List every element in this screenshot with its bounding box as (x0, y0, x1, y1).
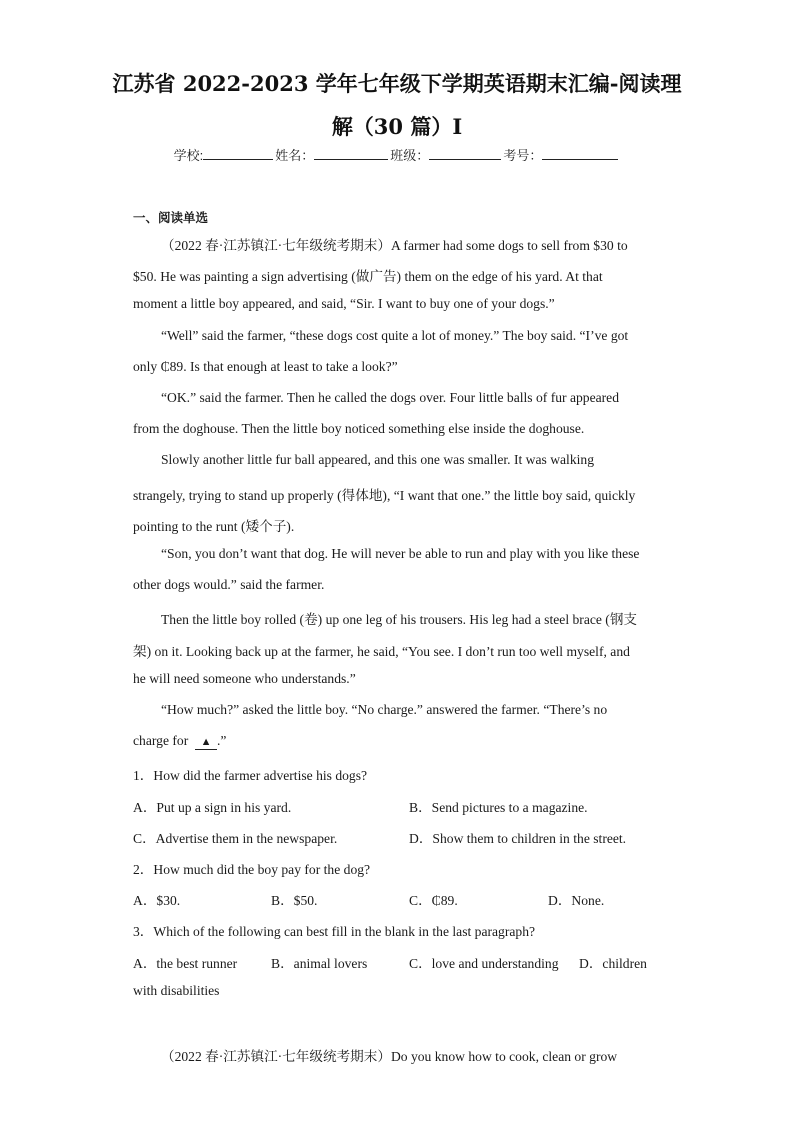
student-info-row (0, 145, 794, 164)
passage-line: “How much?” asked the little boy. “No charge.” answered the farmer. “There’s no (161, 702, 608, 717)
passage-line: moment a little boy appeared, and said, “Sir. I want to buy one of your dogs.” (133, 296, 555, 311)
next-passage-line: （2022 春·江苏镇江·七年级统考期末）Do you know how to cook, clean or grow (161, 1049, 618, 1064)
question-2-option-c[interactable]: C．₵89. (409, 893, 458, 908)
question-1-stem: 1．How did the farmer advertise his dogs? (133, 768, 368, 783)
passage-line: pointing to the runt (矮个子). (133, 519, 295, 534)
passage-line: “Well” said the farmer, “these dogs cost quite a lot of money.” The boy said. “I’ve got (161, 328, 629, 343)
section-heading: 一、阅读单选 (133, 210, 209, 225)
number-field[interactable] (542, 146, 618, 160)
blank-marker: ▲ (200, 736, 212, 748)
school-label: 学校: (173, 148, 204, 163)
question-1-option-b[interactable]: B．Send pictures to a magazine. (409, 800, 588, 815)
question-3-option-d[interactable]: D．children (579, 956, 647, 971)
question-3-option-d-continuation: with disabilities (133, 983, 220, 998)
class-label: 班级： (390, 148, 430, 163)
passage-line: only ₵89. Is that enough at least to take a look?” (133, 359, 398, 374)
passage-line: from the doghouse. Then the little boy noticed something else inside the doghouse. (133, 421, 585, 436)
passage-line: $50. He was painting a sign advertising (做广告) them on the edge of his yard. At that (133, 269, 603, 284)
question-3-option-a[interactable]: A．the best runner (133, 956, 238, 971)
passage-line: Then the little boy rolled (卷) up one leg of his trousers. His leg had a steel brace (钢支 (161, 612, 638, 627)
blank-tail: .” (217, 733, 227, 748)
name-label: 姓名： (275, 148, 315, 163)
question-2-option-a[interactable]: A．$30. (133, 893, 181, 908)
document-title-line-2: 解（30 篇）Ⅰ (331, 114, 463, 139)
question-1-option-c[interactable]: C．Advertise them in the newspaper. (133, 831, 338, 846)
passage-line-with-blank (133, 733, 226, 750)
passage-line: 架) on it. Looking back up at the farmer, he said, “You see. I don’t run too well myself, and (133, 644, 630, 659)
class-field[interactable] (429, 146, 501, 160)
passage-line: （2022 春·江苏镇江·七年级统考期末）A farmer had some dogs to sell from $30 to (161, 238, 628, 253)
passage-line: Slowly another little fur ball appeared, and this one was smaller. It was walking (161, 452, 595, 467)
question-3-option-b[interactable]: B．animal lovers (271, 956, 368, 971)
number-label: 考号： (503, 148, 543, 163)
question-2-stem: 2．How much did the boy pay for the dog? (133, 862, 371, 877)
answer-blank[interactable] (195, 733, 217, 750)
passage-line: “OK.” said the farmer. Then he called the dogs over. Four little balls of fur appeared (161, 390, 620, 405)
question-2-option-d[interactable]: D．None. (548, 893, 605, 908)
document-title-line-1: 江苏省 2022-2023 学年七年级下学期英语期末汇编-阅读理 (112, 71, 682, 96)
question-3-option-c[interactable]: C．love and understanding (409, 956, 559, 971)
passage-line: he will need someone who understands.” (133, 671, 356, 686)
question-2-option-b[interactable]: B．$50. (271, 893, 318, 908)
blank-lead-text: charge for (133, 733, 189, 748)
name-field[interactable] (314, 146, 388, 160)
passage-line: strangely, trying to stand up properly (得体地), “I want that one.” the little boy said, quickly (133, 488, 636, 503)
question-3-stem: 3．Which of the following can best fill in the blank in the last paragraph? (133, 924, 536, 939)
school-field[interactable] (203, 146, 273, 160)
passage-line: “Son, you don’t want that dog. He will never be able to run and play with you like these (161, 546, 640, 561)
question-1-option-a[interactable]: A．Put up a sign in his yard. (133, 800, 292, 815)
passage-line: other dogs would.” said the farmer. (133, 577, 325, 592)
question-1-option-d[interactable]: D．Show them to children in the street. (409, 831, 627, 846)
